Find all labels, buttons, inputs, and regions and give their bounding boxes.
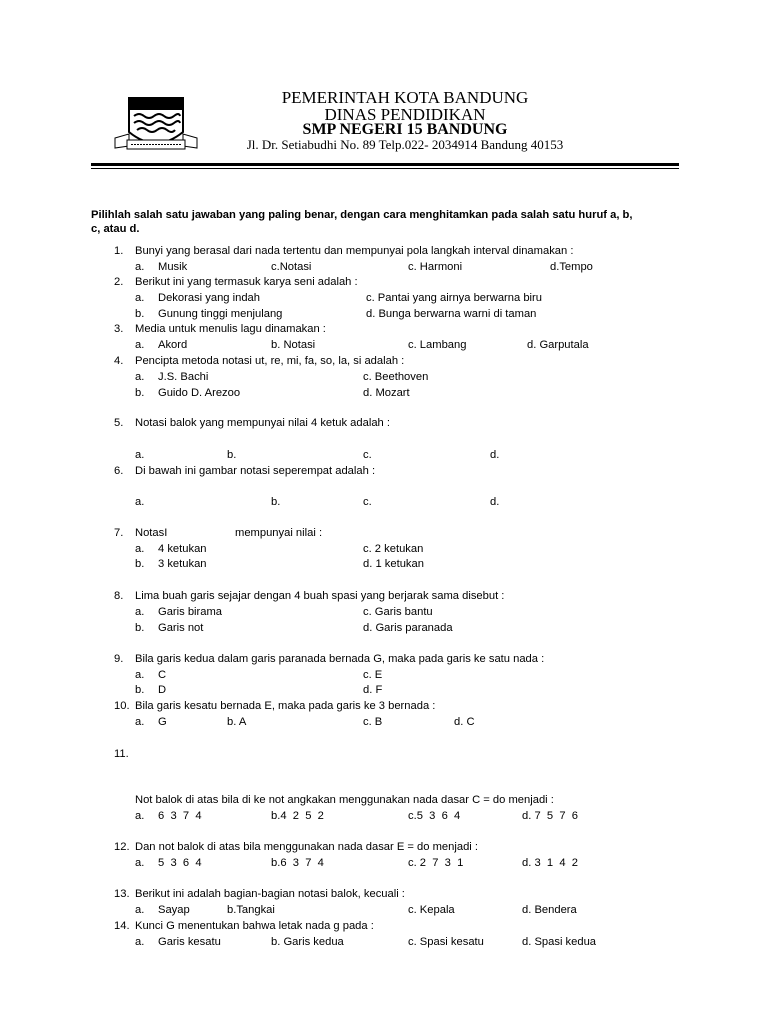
option-letter: c. [363,449,372,461]
option-letter: a. [135,292,145,304]
option: c. Beethoven [363,371,429,383]
question-number: 13. [114,888,130,900]
question-number: 11. [114,748,129,760]
option: J.S. Bachi [158,371,209,383]
option-letter: a. [135,449,145,461]
question-text: Media untuk menulis lagu dinamakan : [135,323,326,335]
option-letter: a. [135,371,145,383]
question-text: NotasI [135,527,168,539]
option: c.Notasi [271,261,312,273]
question-text: Berikut ini adalah bagian-bagian notasi balok, kecuali : [135,888,405,900]
question-text: Bunyi yang berasal dari nada tertentu dan mempunyai pola langkah interval dinamakan : [135,245,574,257]
option: c.5 3 6 4 [408,810,461,822]
option: d. Bunga berwarna warni di taman [366,308,537,320]
option: c. Kepala [408,904,455,916]
option: c. Lambang [408,339,467,351]
option: d. Spasi kedua [522,936,597,948]
option: d. Garputala [527,339,589,351]
option-letter: a. [135,669,145,681]
option-letter: a. [135,904,145,916]
option-letter: a. [135,810,145,822]
option-letter: c. [363,496,372,508]
department-title: DINAS PENDIDIKAN [324,105,486,124]
question-text: Bila garis kesatu bernada E, maka pada garis ke 3 bernada : [135,700,436,712]
question-text: Bila garis kedua dalam garis paranada bernada G, maka pada garis ke satu nada : [135,653,545,665]
option: c. B [363,716,383,728]
option: Akord [158,339,188,351]
option-letter: a. [135,857,145,869]
option-letter: b. [135,308,145,320]
question-text: Notasi balok yang mempunyai nilai 4 ketuk adalah : [135,417,390,429]
option: d.Tempo [550,261,593,273]
option: b. Garis kedua [271,936,344,948]
option-letter: b. [135,387,145,399]
question-number: 1. [114,245,124,257]
question-text: Not balok di atas bila di ke not angkakan menggunakan nada dasar C = do menjadi : [135,794,554,806]
option: c. E [363,669,383,681]
option: 4 ketukan [158,543,207,555]
option: c. Garis bantu [363,606,433,618]
question-number: 2. [114,276,124,288]
question-number: 5. [114,417,124,429]
option: b.6 3 7 4 [271,857,324,869]
option: d. Bendera [522,904,577,916]
option: c. Harmoni [408,261,463,273]
option-letter: b. [227,449,237,461]
option: C [158,669,167,681]
question-number: 6. [114,465,124,477]
option-letter: d. [490,449,500,461]
option: c. Pantai yang airnya berwarna biru [366,292,542,304]
question-text: Di bawah ini gambar notasi seperempat adalah : [135,465,376,477]
option: d. 7 5 7 6 [522,810,578,822]
option: b.Tangkai [227,904,275,916]
option-letter: a. [135,543,145,555]
option-letter: b. [271,496,281,508]
bandung-city-seal-icon [107,92,205,158]
question-number: 7. [114,527,124,539]
option: d. 1 ketukan [363,558,424,570]
option: Gunung tinggi menjulang [158,308,283,320]
header-rule-thin [91,168,679,169]
option-letter: a. [135,339,145,351]
instruction-line-1: Pilihlah salah satu jawaban yang paling benar, dengan cara menghitamkan pada salah satu huruf a, b, [91,209,633,221]
option: d. C [454,716,475,728]
option-letter: a. [135,606,145,618]
option: b. A [227,716,247,728]
option: Garis not [158,622,204,634]
question-text-continued: mempunyai nilai : [235,527,323,539]
option: 3 ketukan [158,558,207,570]
header-rule-thick [91,163,679,166]
school-address: Jl. Dr. Setiabudhi No. 89 Telp.022- 2034914 Bandung 40153 [246,137,564,152]
option-letter: d. [490,496,500,508]
option: c. Spasi kesatu [408,936,484,948]
question-text: Berikut ini yang termasuk karya seni adalah : [135,276,358,288]
option: b.4 2 5 2 [271,810,324,822]
option: d. Mozart [363,387,410,399]
question-text: Pencipta metoda notasi ut, re, mi, fa, so, la, si adalah : [135,355,405,367]
question-number: 3. [114,323,124,335]
option: Guido D. Arezoo [158,387,241,399]
option: Garis kesatu [158,936,221,948]
option: Dekorasi yang indah [158,292,260,304]
option: d. 3 1 4 2 [522,857,578,869]
question-number: 9. [114,653,124,665]
option: D [158,684,167,696]
question-number: 8. [114,590,124,602]
school-name: SMP NEGERI 15 BANDUNG [302,121,508,138]
question-number: 12. [114,841,130,853]
question-text: Dan not balok di atas bila menggunakan nada dasar E = do menjadi : [135,841,479,853]
option: Sayap [158,904,190,916]
question-number: 14. [114,920,130,932]
option: b. Notasi [271,339,316,351]
option-letter: a. [135,496,145,508]
option-letter: b. [135,558,145,570]
option: G [158,716,167,728]
option: 6 3 7 4 [158,810,202,822]
option: c. 2 ketukan [363,543,424,555]
option: d. F [363,684,383,696]
instruction-line-2: c, atau d. [91,223,140,235]
option-letter: a. [135,261,145,273]
option-letter: a. [135,716,145,728]
option: 5 3 6 4 [158,857,202,869]
question-text: Lima buah garis sejajar dengan 4 buah spasi yang berjarak sama disebut : [135,590,505,602]
question-number: 10. [114,700,130,712]
question-number: 4. [114,355,124,367]
government-title: PEMERINTAH KOTA BANDUNG [281,88,529,107]
question-text: Kunci G menentukan bahwa letak nada g pada : [135,920,374,932]
option: Garis birama [158,606,223,618]
option-letter: b. [135,684,145,696]
option: c. 2 7 3 1 [408,857,464,869]
option-letter: b. [135,622,145,634]
option: d. Garis paranada [363,622,453,634]
option-letter: a. [135,936,145,948]
option: Musik [158,261,188,273]
